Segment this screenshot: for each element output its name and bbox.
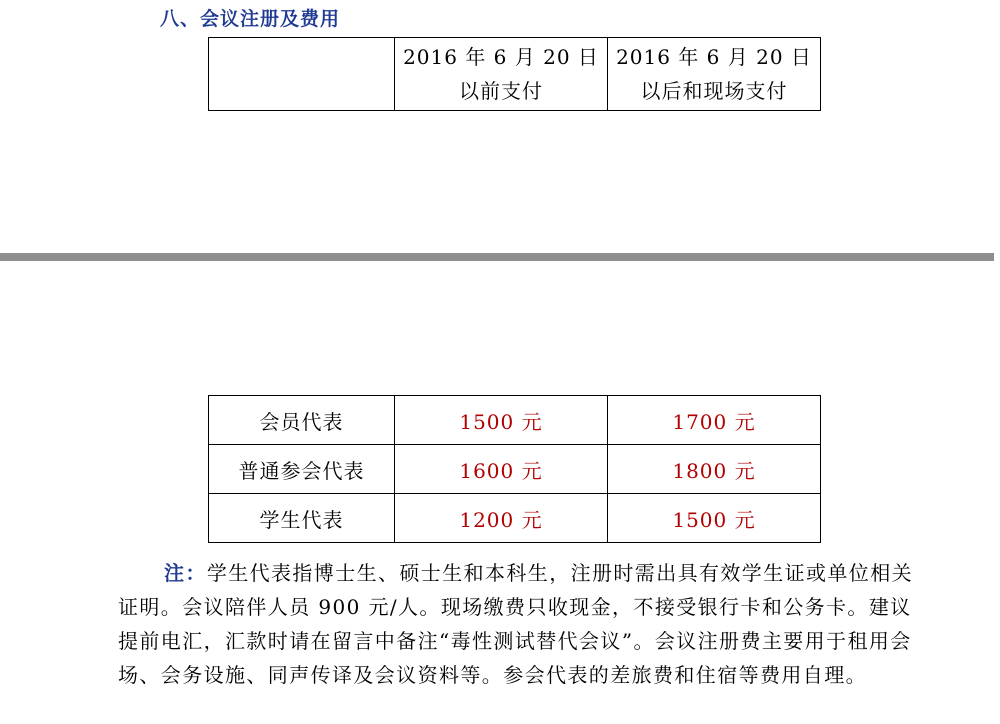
- row-label: 会员代表: [209, 396, 395, 445]
- price-after: 1500 元: [608, 494, 821, 543]
- fee-table-body: [208, 395, 821, 543]
- price-before: 1500 元: [395, 396, 608, 445]
- table-header-row: [209, 38, 821, 111]
- row-label: 普通参会代表: [209, 445, 395, 494]
- header-after-date-line2: 以后和现场支付: [640, 79, 788, 103]
- header-before-date-line1: 2016 年 6 月 20 日: [403, 45, 599, 69]
- price-before: 1200 元: [395, 494, 608, 543]
- table-row: [209, 445, 821, 494]
- price-before: 1600 元: [395, 445, 608, 494]
- header-before-date: [395, 38, 608, 111]
- fee-table-header: [208, 37, 821, 111]
- header-after-date: [608, 38, 821, 111]
- page-break-divider: [0, 253, 1000, 261]
- price-after: 1800 元: [608, 445, 821, 494]
- table-row: [209, 494, 821, 543]
- table-row: [209, 396, 821, 445]
- section-title: 八、会议注册及费用: [160, 8, 341, 30]
- note-label: 注：: [164, 561, 207, 585]
- row-label: 学生代表: [209, 494, 395, 543]
- header-before-date-line2: 以前支付: [459, 79, 543, 103]
- note-text: 学生代表指博士生、硕士生和本科生，注册时需出具有效学生证或单位相关证明。会议陪伴人员 900 元/人。现场缴费只收现金，不接受银行卡和公务卡。建议提前电汇，汇款时请在留言中备注“毒性测试替代会议”。会议注册费主要用于租用会场、会务设施、同声传译及会议资料等。参会代表的差旅费和住宿等费用自理。: [118, 561, 914, 687]
- right-edge-strip: [994, 0, 1000, 724]
- header-after-date-line1: 2016 年 6 月 20 日: [616, 45, 812, 69]
- price-after: 1700 元: [608, 396, 821, 445]
- header-empty-cell: [209, 38, 395, 111]
- note-paragraph: [118, 556, 918, 692]
